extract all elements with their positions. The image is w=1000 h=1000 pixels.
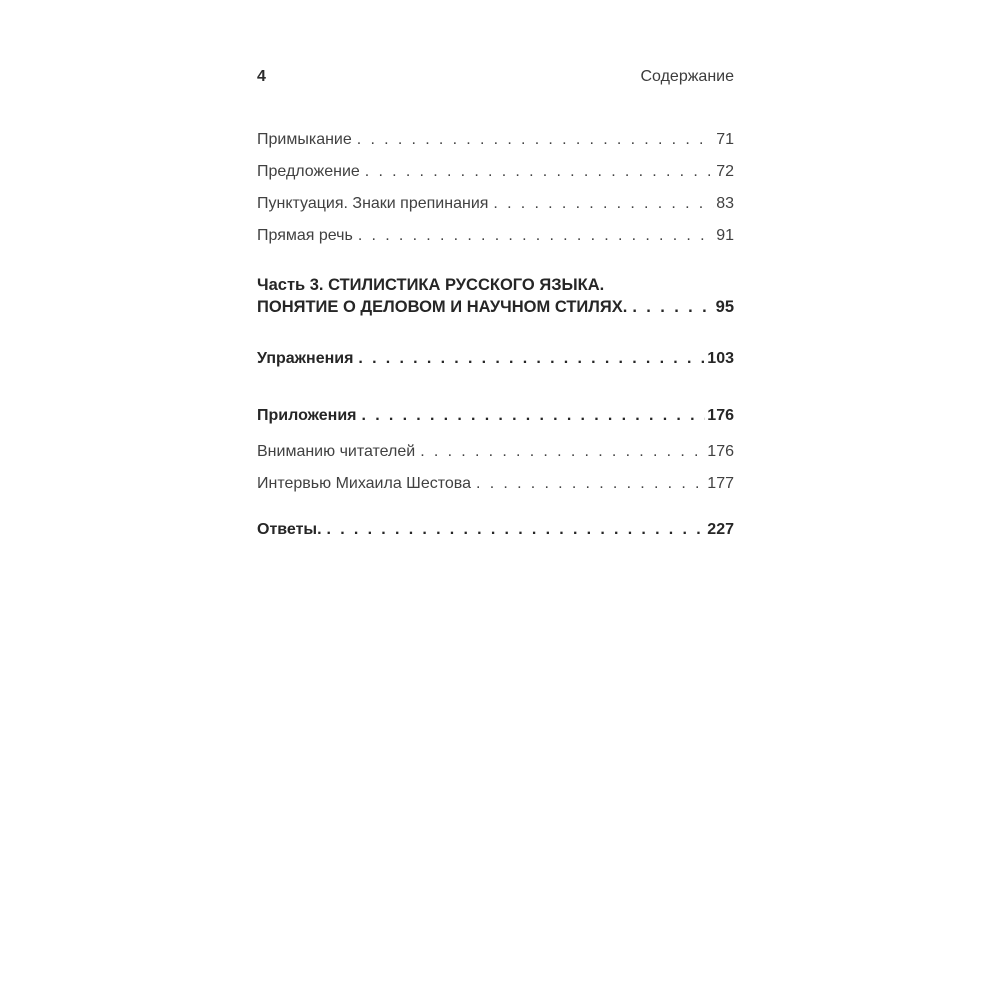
toc-entry — [257, 163, 734, 180]
toc-entry-label: Пунктуация. Знаки препинания — [257, 195, 489, 212]
toc-entry-label: Приложения — [257, 407, 357, 424]
toc-entry — [257, 227, 734, 244]
toc-entry — [257, 131, 734, 148]
toc-entry-label: Упражнения — [257, 350, 354, 367]
toc-entry-label: Ответы. — [257, 521, 322, 538]
toc-entry-page: 227 — [707, 521, 734, 538]
dot-leader — [362, 407, 706, 424]
dot-leader — [327, 521, 706, 538]
toc-entry — [257, 443, 734, 460]
toc-entry-label-line1: Часть 3. СТИЛИСТИКА РУССКОГО ЯЗЫКА. — [257, 276, 605, 294]
toc-content — [257, 68, 734, 538]
toc-entry-page: 95 — [715, 298, 734, 316]
dot-leader — [420, 443, 705, 460]
dot-leader — [358, 227, 714, 244]
toc-entry-label: Прямая речь — [257, 227, 353, 244]
dot-leader — [493, 195, 714, 212]
page-number: 4 — [257, 68, 266, 85]
dot-leader — [365, 163, 714, 180]
toc-section-heading — [257, 274, 734, 318]
dot-leader — [357, 131, 714, 148]
toc-entry — [257, 407, 734, 424]
toc-entry-page: 177 — [707, 475, 734, 492]
toc-entry-page: 91 — [716, 227, 734, 244]
toc-entry-label: Интервью Михаила Шестова — [257, 475, 471, 492]
dot-leader — [632, 296, 713, 318]
toc-entry — [257, 521, 734, 538]
toc-entry-page: 72 — [716, 163, 734, 180]
page-header — [257, 68, 734, 85]
toc-entry-page: 176 — [707, 443, 734, 460]
dot-leader — [476, 475, 705, 492]
toc-entry — [257, 195, 734, 212]
toc-entry-label: Примыкание — [257, 131, 352, 148]
toc-entry-page: 71 — [716, 131, 734, 148]
toc-entry-label: Вниманию читателей — [257, 443, 416, 460]
toc-entry — [257, 350, 734, 367]
toc-entry-label-line2: ПОНЯТИЕ О ДЕЛОВОМ И НАУЧНОМ СТИЛЯХ. — [257, 298, 628, 316]
toc-entry-label: Предложение — [257, 163, 360, 180]
toc-entry-page: 103 — [707, 350, 734, 367]
toc-entry — [257, 296, 734, 318]
dot-leader — [358, 350, 705, 367]
toc-entry — [257, 475, 734, 492]
toc-entry-page: 176 — [707, 407, 734, 424]
running-header-title: Содержание — [640, 68, 734, 85]
toc-entry-page: 83 — [716, 195, 734, 212]
